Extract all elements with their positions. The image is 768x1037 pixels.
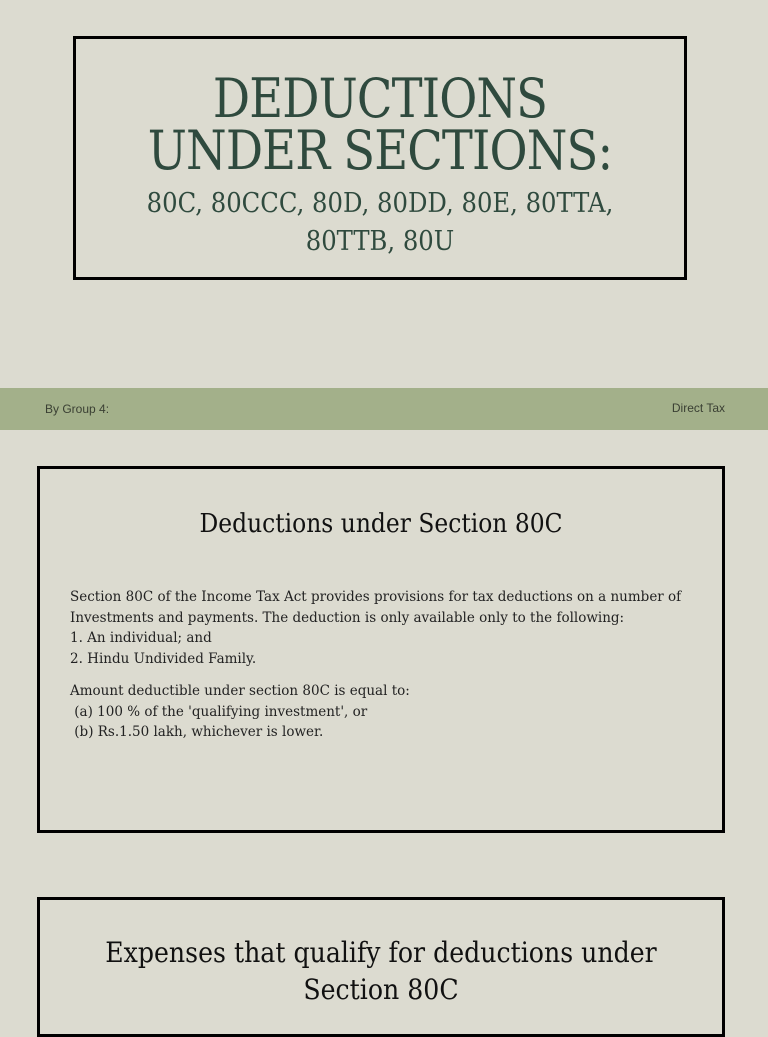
expenses-heading: Expenses that qualify for deductions under Section 80C [105, 936, 657, 1006]
title-subtitle: 80C, 80CCC, 80D, 80DD, 80E, 80TTA, 80TTB, 80U [146, 188, 614, 257]
eligibility-item-1: 1. An individual; and [70, 630, 212, 646]
subject-label: Direct Tax [671, 401, 725, 415]
title-line-1: DEDUCTIONS [212, 67, 548, 130]
title-frame [73, 36, 687, 280]
section-80c-body [70, 587, 700, 743]
group-label: By Group 4: [45, 402, 110, 416]
section-80c-heading: Deductions under Section 80C [199, 509, 563, 539]
expenses-card [37, 897, 725, 1037]
section-80c-card [37, 466, 725, 833]
title-line-2: UNDER SECTIONS: [147, 119, 613, 182]
deductible-option-a: (a) 100 % of the 'qualifying investment', or [70, 703, 368, 720]
section-80c-paragraph: Section 80C of the Income Tax Act provides provisions for tax deductions on a number of Investments and payments. The deduction is only available only to the following: [70, 589, 682, 626]
info-band [0, 388, 768, 430]
paragraph-spacer [70, 669, 700, 681]
deductible-option-b: (b) Rs.1.50 lakh, whichever is lower. [70, 724, 324, 740]
page-title [119, 67, 642, 182]
deductible-amount-intro: Amount deductible under section 80C is equal to: [70, 683, 410, 699]
eligibility-item-2: 2. Hindu Undivided Family. [70, 650, 257, 667]
